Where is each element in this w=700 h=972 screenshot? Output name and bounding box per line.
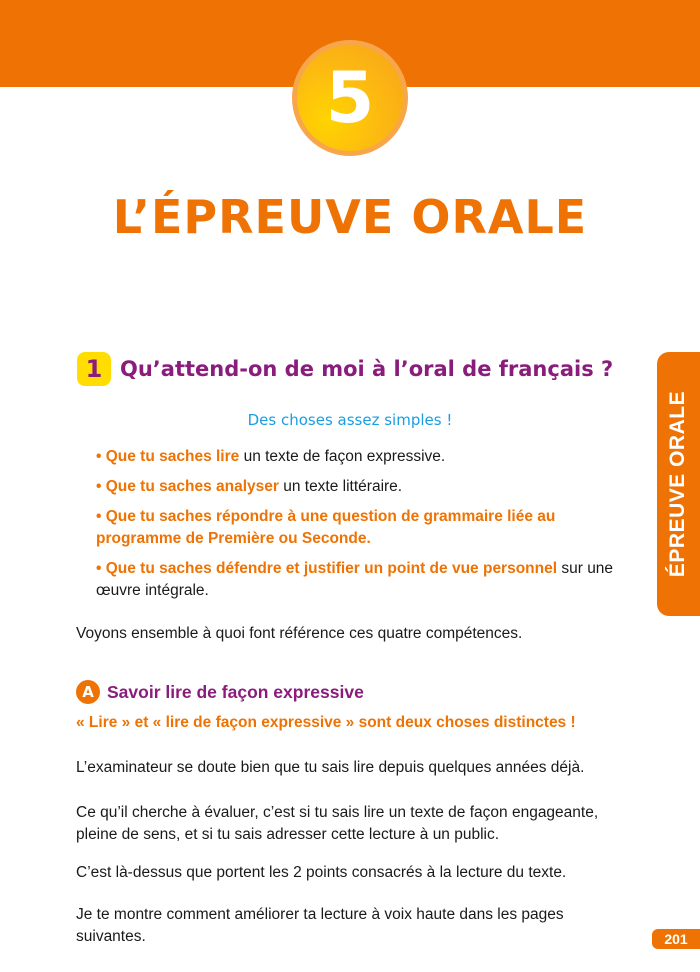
side-tab [657, 352, 700, 616]
list-item-highlight: • Que tu saches lire [96, 448, 240, 465]
chapter-title: L’ÉPREUVE ORALE [112, 190, 588, 244]
section-subtitle: Des choses assez simples ! [247, 411, 453, 429]
paragraph: C’est là-dessus que portent les 2 points consacrés à la lecture du texte. [76, 864, 567, 881]
list-item [96, 558, 641, 602]
list-item-highlight: • Que tu saches analyser [96, 478, 279, 495]
list-item-text: sur une œuvre intégrale. [96, 560, 614, 599]
subsection-letter-badge: A [76, 680, 100, 704]
paragraph: L’examinateur se doute bien que tu sais lire depuis quelques années déjà. [76, 759, 585, 776]
paragraph: Ce qu’il cherche à évaluer, c’est si tu sais lire un texte de façon engageante, pleine de sens, et si tu sais adresser cette lecture à un public. [76, 804, 599, 843]
subsection-title: Savoir lire de façon expressive [107, 681, 364, 702]
section-title: Qu’attend-on de moi à l’oral de français ? [120, 357, 614, 381]
list-item [96, 476, 641, 498]
list-item-text: un texte de façon expressive. [239, 448, 446, 465]
side-tab-label: ÉPREUVE ORALE [666, 390, 690, 578]
section-number-badge: 1 [77, 352, 111, 386]
subsection-heading [76, 680, 364, 704]
list-item [96, 446, 641, 468]
chapter-number: 5 [297, 45, 403, 151]
list-item-highlight: • Que tu saches répondre à une question de grammaire liée au programme de Première ou Seconde. [96, 508, 556, 547]
paragraph: Je te montre comment améliorer ta lecture à voix haute dans les pages suivantes. [76, 906, 564, 945]
chapter-number-badge [292, 40, 408, 156]
list-item-highlight: • Que tu saches défendre et justifier un point de vue personnel [96, 560, 558, 577]
subsection-callout: « Lire » et « lire de façon expressive » sont deux choses distinctes ! [76, 714, 576, 731]
section-heading [77, 352, 613, 386]
competence-list [96, 446, 641, 610]
page-number: 201 [652, 929, 700, 949]
intro-paragraph: Voyons ensemble à quoi font référence ces quatre compétences. [76, 625, 523, 642]
list-item-text: un texte littéraire. [278, 478, 403, 495]
list-item [96, 506, 641, 550]
